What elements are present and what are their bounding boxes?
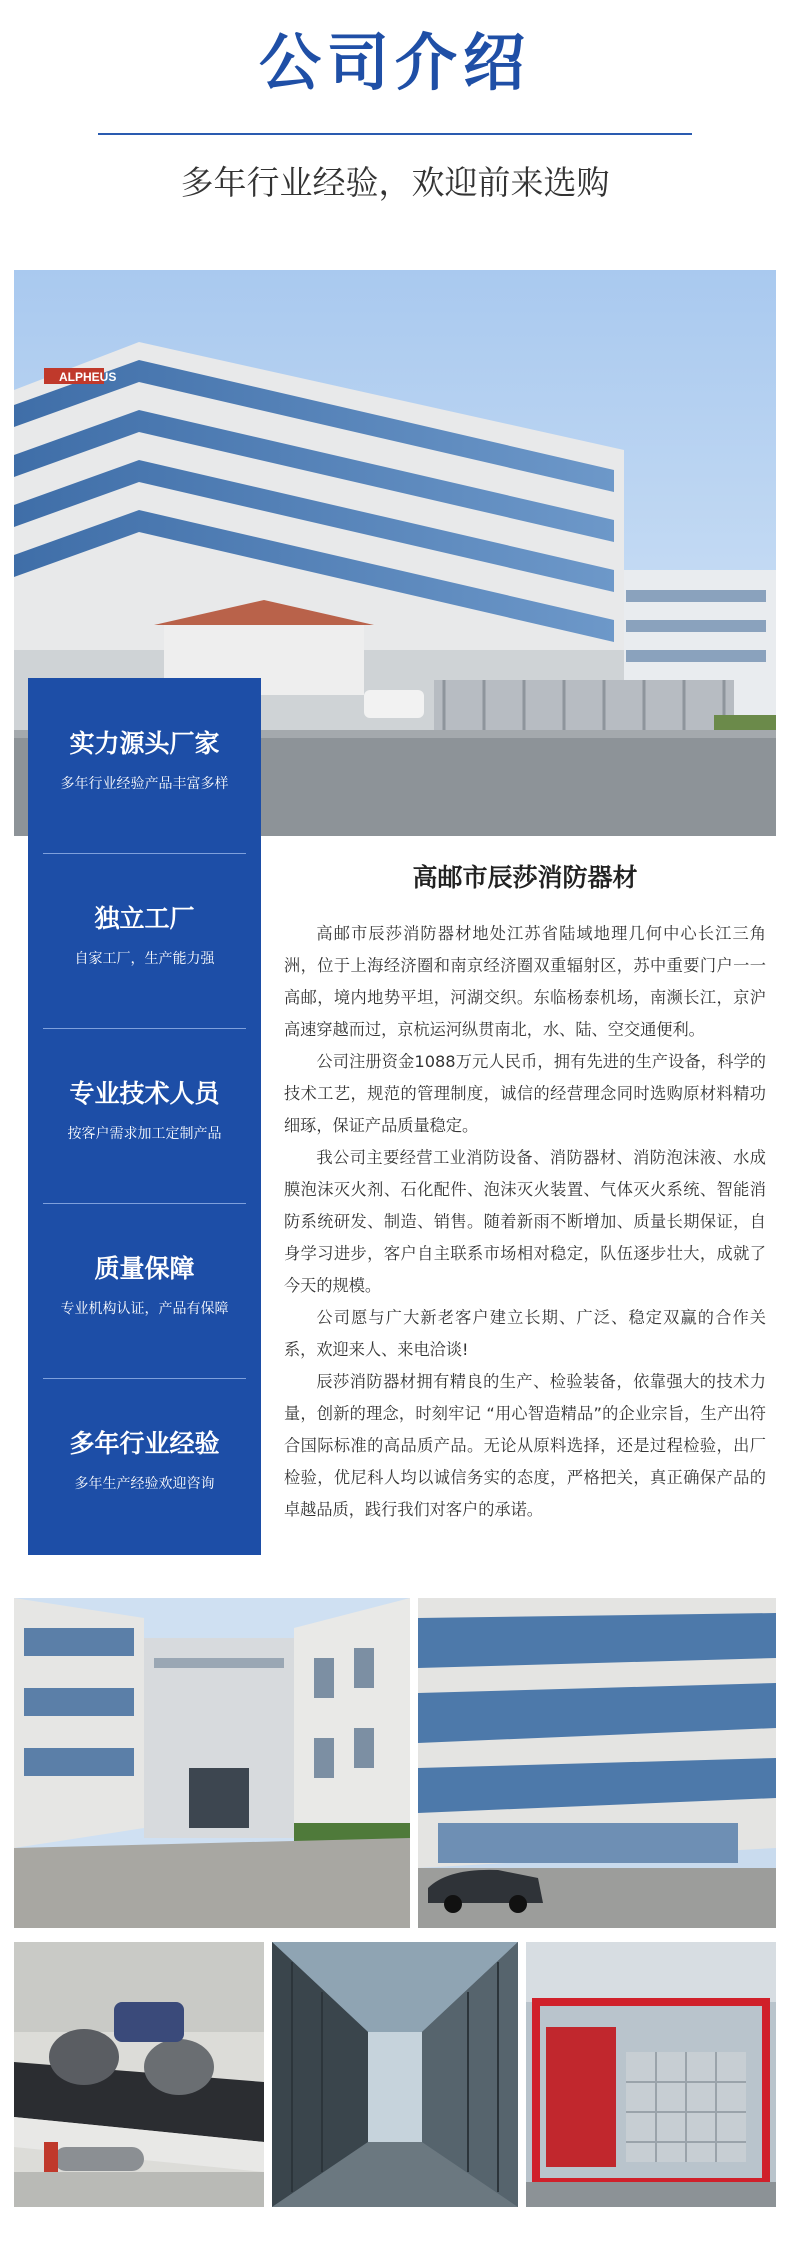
description-paragraph: 公司注册资金1088万元人民币，拥有先进的生产设备，科学的技术工艺，规范的管理制度，诚信的经营理念同时选购原材料精功细琢，保证产品质量稳定。	[284, 1052, 766, 1135]
page-title: 公司介绍	[258, 26, 531, 99]
company-name: 高邮市辰莎消防器材	[412, 863, 638, 892]
description-paragraph: 我公司主要经营工业消防设备、消防器材、消防泡沫液、水成膜泡沫灭火剂、石化配件、泡沫灭火装置、气体灭火系统、智能消防系统研发、制造、销售。随着新雨不断增加、质量长期保证，自身学习进步，客户自主联系市场相对稳定，队伍逐步壮大，成就了今天的规模。	[284, 1148, 766, 1295]
page-subtitle: 多年行业经验，欢迎前来选购	[180, 163, 610, 202]
office-building-photo	[418, 1598, 776, 1928]
description-paragraph: 高邮市辰莎消防器材地处江苏省陆域地理几何中心长江三角洲，位于上海经济圈和南京经济圈双重辐射区，苏中重要门户一一高邮，境内地势平坦，河湖交织。东临杨泰机场，南濒长江，京沪高速穿越而过，京杭运河纵贯南北，水、陆、空交通便利。	[284, 924, 766, 1039]
fire-equipment-photo	[526, 1942, 776, 2207]
feature-subtext: 多年生产经验欢迎咨询	[74, 1476, 215, 1492]
feature-heading: 多年行业经验	[69, 1429, 220, 1458]
feature-sidebar	[28, 678, 261, 1555]
description-paragraph: 公司愿与广大新老客户建立长期、广泛、稳定双赢的合作关系，欢迎来人、来电洽谈!	[284, 1308, 766, 1359]
feature-item	[28, 853, 261, 1028]
feature-heading: 专业技术人员	[69, 1079, 220, 1108]
workshop-interior-photo	[272, 1942, 518, 2207]
feature-subtext: 多年行业经验产品丰富多样	[60, 776, 229, 792]
title-divider	[98, 133, 692, 135]
feature-item	[28, 1203, 261, 1378]
factory-courtyard-photo	[14, 1598, 410, 1928]
feature-item	[28, 1378, 261, 1553]
feature-heading: 质量保障	[94, 1254, 195, 1283]
feature-subtext: 按客户需求加工定制产品	[67, 1126, 222, 1142]
feature-subtext: 专业机构认证，产品有保障	[60, 1301, 229, 1317]
company-description	[284, 918, 766, 1526]
breathing-apparatus-photo	[14, 1942, 264, 2207]
description-paragraph: 辰莎消防器材拥有精良的生产、检验装备，依靠强大的技术力量，创新的理念，时刻牢记 “用心智造精品”的企业宗旨，生产出符合国际标准的高品质产品。无论从原料选择，还是过程检验，出厂检验，优尼科人均以诚信务实的态度，严格把关，真正确保产品的卓越品质，践行我们对客户的承诺。	[284, 1372, 766, 1519]
feature-subtext: 自家工厂，生产能力强	[74, 951, 215, 967]
feature-item	[28, 1028, 261, 1203]
building-sign: ALPHEUS	[59, 370, 117, 384]
feature-heading: 实力源头厂家	[69, 729, 220, 758]
feature-heading: 独立工厂	[94, 904, 195, 933]
feature-item	[28, 678, 261, 853]
